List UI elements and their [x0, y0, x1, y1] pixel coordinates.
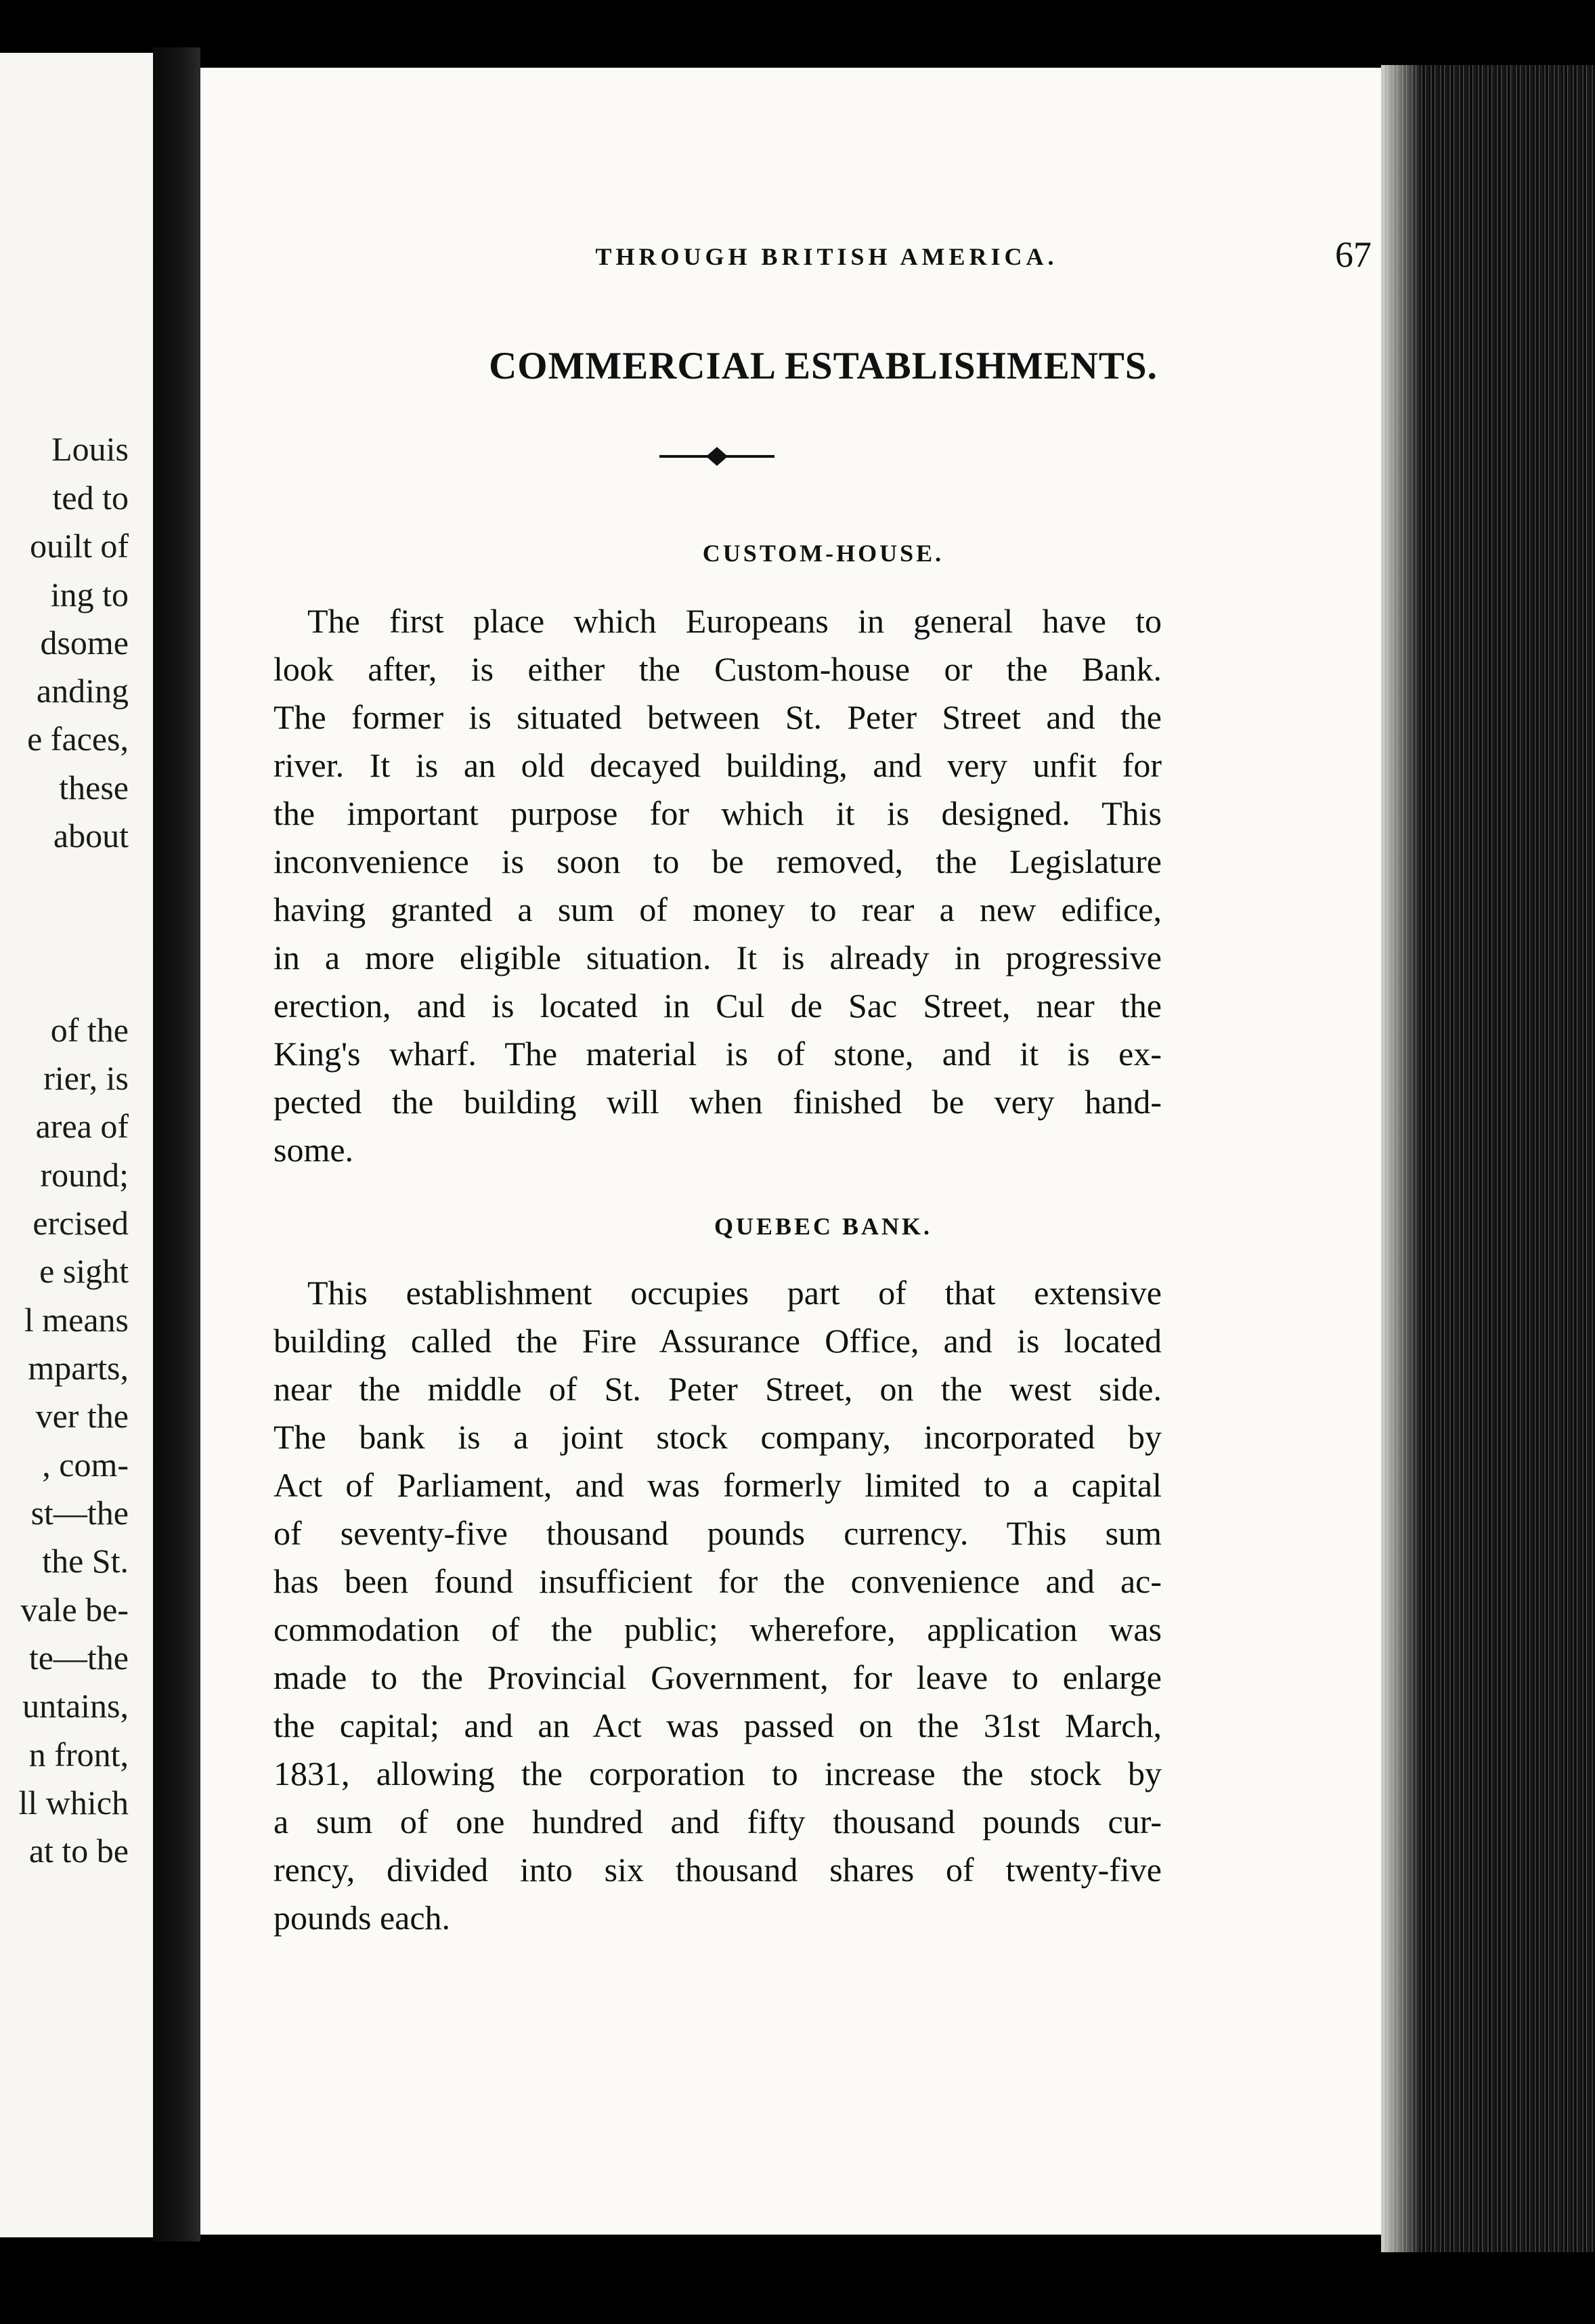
left-line: of the [50, 1011, 129, 1049]
left-line: ing to [50, 576, 129, 614]
left-line: dsome [40, 624, 129, 662]
left-line: the St. [42, 1542, 129, 1580]
left-line: mparts, [28, 1349, 129, 1387]
text-line: the capital; and an Act was passed on the 31st March, [274, 1706, 1162, 1744]
book-gutter [153, 47, 200, 2241]
text-line: river. It is an old decayed building, and very unfit for [274, 746, 1162, 784]
text-line: has been found insufficient for the convenience and ac- [274, 1562, 1162, 1600]
paragraph-quebec-bank [274, 1269, 1162, 1942]
book-page [200, 68, 1381, 2235]
text-line: in a more eligible situation. It is already in progressive [274, 939, 1162, 976]
text-line: inconvenience is soon to be removed, the Legislature [274, 842, 1162, 880]
text-line: rency, divided into six thousand shares of twenty-five [274, 1851, 1162, 1889]
text-line: pounds each. [274, 1899, 451, 1937]
left-line: ercised [32, 1204, 129, 1242]
left-line: round; [40, 1156, 129, 1194]
left-line: ll which [18, 1784, 129, 1822]
left-line: l means [24, 1301, 129, 1339]
left-line: area of [35, 1107, 129, 1145]
text-line: pected the building will when finished be very hand- [274, 1083, 1162, 1121]
text-line: The bank is a joint stock company, incorporated by [274, 1418, 1162, 1456]
paragraph-custom-house [274, 597, 1162, 1174]
left-line: te—the [28, 1639, 129, 1677]
left-line: Louis [51, 430, 129, 468]
left-line: e faces, [27, 720, 129, 758]
left-line: about [53, 817, 129, 855]
left-line: anding [36, 672, 129, 710]
left-line: rier, is [43, 1059, 129, 1097]
left-line: ouilt of [30, 527, 129, 565]
text-line: of seventy-five thousand pounds currency. This sum [274, 1514, 1162, 1552]
left-line: these [59, 769, 129, 806]
text-line: having granted a sum of money to rear a new edifice, [274, 890, 1162, 928]
left-facing-page [0, 53, 153, 2237]
text-line: The former is situated between St. Peter Street and the [274, 698, 1162, 736]
text-line: a sum of one hundred and fifty thousand pounds cur- [274, 1803, 1162, 1841]
text-line: commodation of the public; wherefore, application was [274, 1610, 1162, 1648]
section-heading-quebec-bank: QUEBEC BANK. [714, 1213, 933, 1240]
text-line: erection, and is located in Cul de Sac Street, near the [274, 987, 1162, 1025]
text-line: Act of Parliament, and was formerly limited to a capital [274, 1466, 1162, 1504]
text-line: look after, is either the Custom-house or the Bank. [274, 650, 1162, 688]
text-line: King's wharf. The material is of stone, and it is ex- [274, 1035, 1162, 1073]
left-line: , com- [42, 1446, 129, 1484]
left-line: ted to [52, 479, 129, 517]
left-line: untains, [22, 1687, 129, 1725]
text-line: This establishment occupies part of that extensive [307, 1274, 1162, 1312]
left-line: n front, [28, 1736, 129, 1773]
section-title: COMMERCIAL ESTABLISHMENTS. [489, 345, 1158, 387]
text-line: some. [274, 1131, 354, 1169]
running-head: THROUGH BRITISH AMERICA. [595, 243, 1058, 270]
left-line: e sight [39, 1252, 129, 1290]
left-line: at to be [28, 1832, 129, 1870]
left-line: ver the [35, 1397, 129, 1435]
text-line: made to the Provincial Government, for leave to enlarge [274, 1658, 1162, 1696]
left-line: vale be- [20, 1591, 129, 1629]
text-line: the important purpose for which it is designed. This [274, 794, 1162, 832]
text-line: near the middle of St. Peter Street, on the west side. [274, 1370, 1162, 1408]
text-line: 1831, allowing the corporation to increase the stock by [274, 1755, 1162, 1792]
diamond-ornament-icon [659, 443, 774, 470]
page-edge-shadow [1381, 65, 1422, 2252]
section-heading-custom-house: CUSTOM-HOUSE. [702, 540, 944, 567]
text-line: The first place which Europeans in general have to [307, 602, 1162, 640]
page-number: 67 [1335, 234, 1372, 275]
text-line: building called the Fire Assurance Office, and is located [274, 1322, 1162, 1360]
left-line: st—the [30, 1494, 129, 1532]
